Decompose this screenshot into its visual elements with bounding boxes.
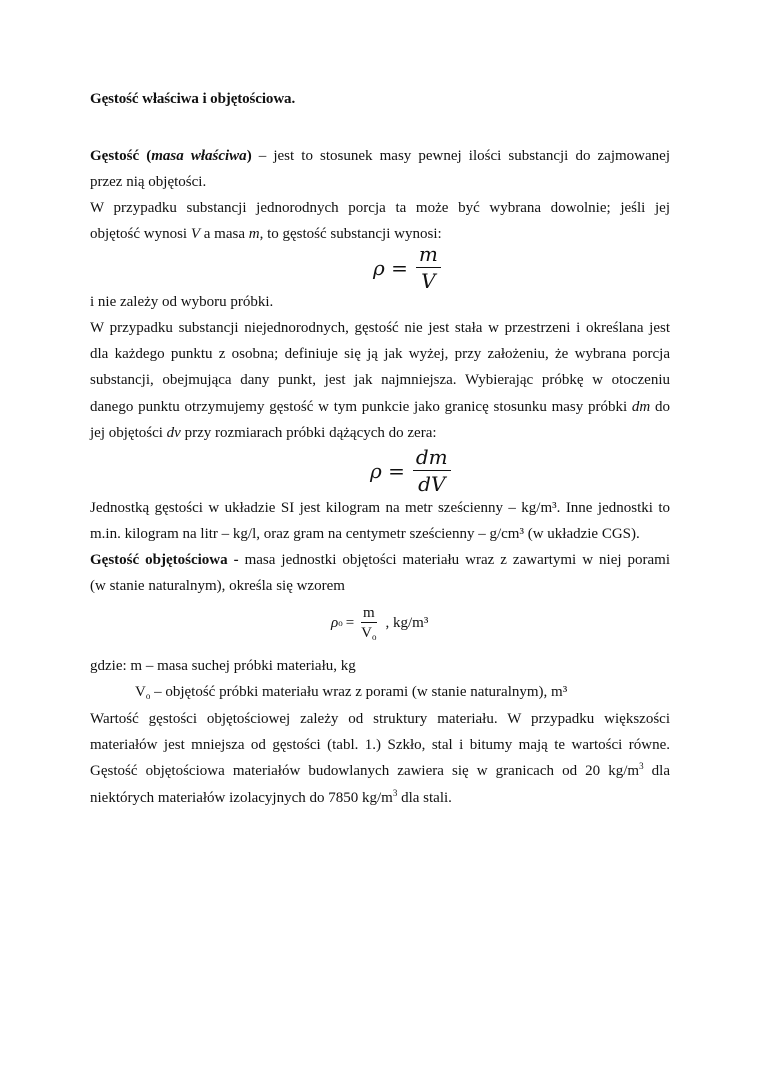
paragraph-si-units-line2: m.in. kilogram na litr – kg/l, oraz gram na centymetr sześcienny – g/cm³ (w układzie CGS). <box>90 526 640 542</box>
paragraph-bulk-density-line1: Gęstość objętościowa - masa jednostki objętości materiału wraz z zawartymi w niej porami <box>90 552 670 568</box>
paragraph-bulk-density-value-line4: niektórych materiałów izolacyjnych do 7850 $kg/m^3$ dla stali. <box>90 788 452 806</box>
paragraph-homogeneous-line2: objętość wynosi V a masa m, to gęstość substancji wynosi: <box>90 226 442 242</box>
paragraph-bulk-density-value-line3: Gęstość objętościowa materiałów budowlanych zawiera się w granicach od 20 $kg/m^3$ dla <box>90 761 671 779</box>
where-line1: gdzie: m – masa suchej próbki materiału, kg <box>90 658 356 674</box>
term-masa-wlasciwa: masa właściwa <box>151 148 247 164</box>
document-title: Gęstość właściwa i objętościowa. <box>90 91 296 107</box>
paragraph-heterogeneous-line5: jej objętości dv przy rozmiarach próbki dążących do zera: <box>90 425 437 441</box>
paragraph-heterogeneous-line1: W przypadku substancji niejednorodnych, gęstość nie jest stała w przestrzeni i określana jest <box>90 320 670 336</box>
paragraph-heterogeneous-line3: substancji, obejmująca dany punkt, jest jak najmniejsza. Wybierając próbkę w otoczeniu <box>90 372 670 388</box>
where-line2: $V_o$ – objętość próbki materiału wraz z porami (w stanie naturalnym), m³ <box>135 684 568 701</box>
fraction: $\frac{dm}{dV}$ <box>413 446 451 495</box>
paragraph-homogeneous-line1: W przypadku substancji jednorodnych porcja ta może być wybrana dowolnie; jeśli jej <box>90 200 670 216</box>
paragraph-si-units-line1: Jednostką gęstości w układzie SI jest kilogram na metr sześcienny – kg/m³. Inne jednostki to <box>90 500 670 516</box>
equation-density: ρ = $\frac{m}{V}$ <box>373 243 441 292</box>
paragraph-bulk-density-value-line1: Wartość gęstości objętościowej zależy od struktury materiału. W przypadku większości <box>90 711 670 727</box>
equation-density-differential: ρ = $\frac{dm}{dV}$ <box>370 446 451 495</box>
term-gestosc-objetosciowa: Gęstość objętościowa - <box>90 552 239 568</box>
paragraph-density-definition-line2: przez nią objętości. <box>90 174 207 190</box>
paragraph-independent: i nie zależy od wyboru próbki. <box>90 294 274 310</box>
paragraph-bulk-density-line2: (w stanie naturalnym), określa się wzorem <box>90 578 345 594</box>
equation-bulk-density: ρ o = $\frac{m}{V_o}$ , kg/m³ <box>331 605 429 642</box>
paragraph-bulk-density-value-line2: materiałów jest mniejsza od gęstości (tabl. 1.) Szkło, stal i bitumy mają te wartości równe. <box>90 737 670 753</box>
paragraph-heterogeneous-line2: dla każdego punktu z osobna; definiuje się ją jak wyżej, przy założeniu, że wybrana porcja <box>90 346 670 362</box>
paragraph-heterogeneous-line4: danego punktu otrzymujemy gęstość w tym punkcie jako granicę stosunku masy próbki dm do <box>90 399 670 415</box>
fraction: $\frac{m}{V}$ <box>416 243 441 292</box>
fraction: $\frac{m}{V_o}$ <box>361 605 377 642</box>
term-gestosc: Gęstość <box>90 148 140 164</box>
paragraph-density-definition-line1: Gęstość (masa właściwa) – jest to stosunek masy pewnej ilości substancji do zajmowanej <box>90 148 670 164</box>
